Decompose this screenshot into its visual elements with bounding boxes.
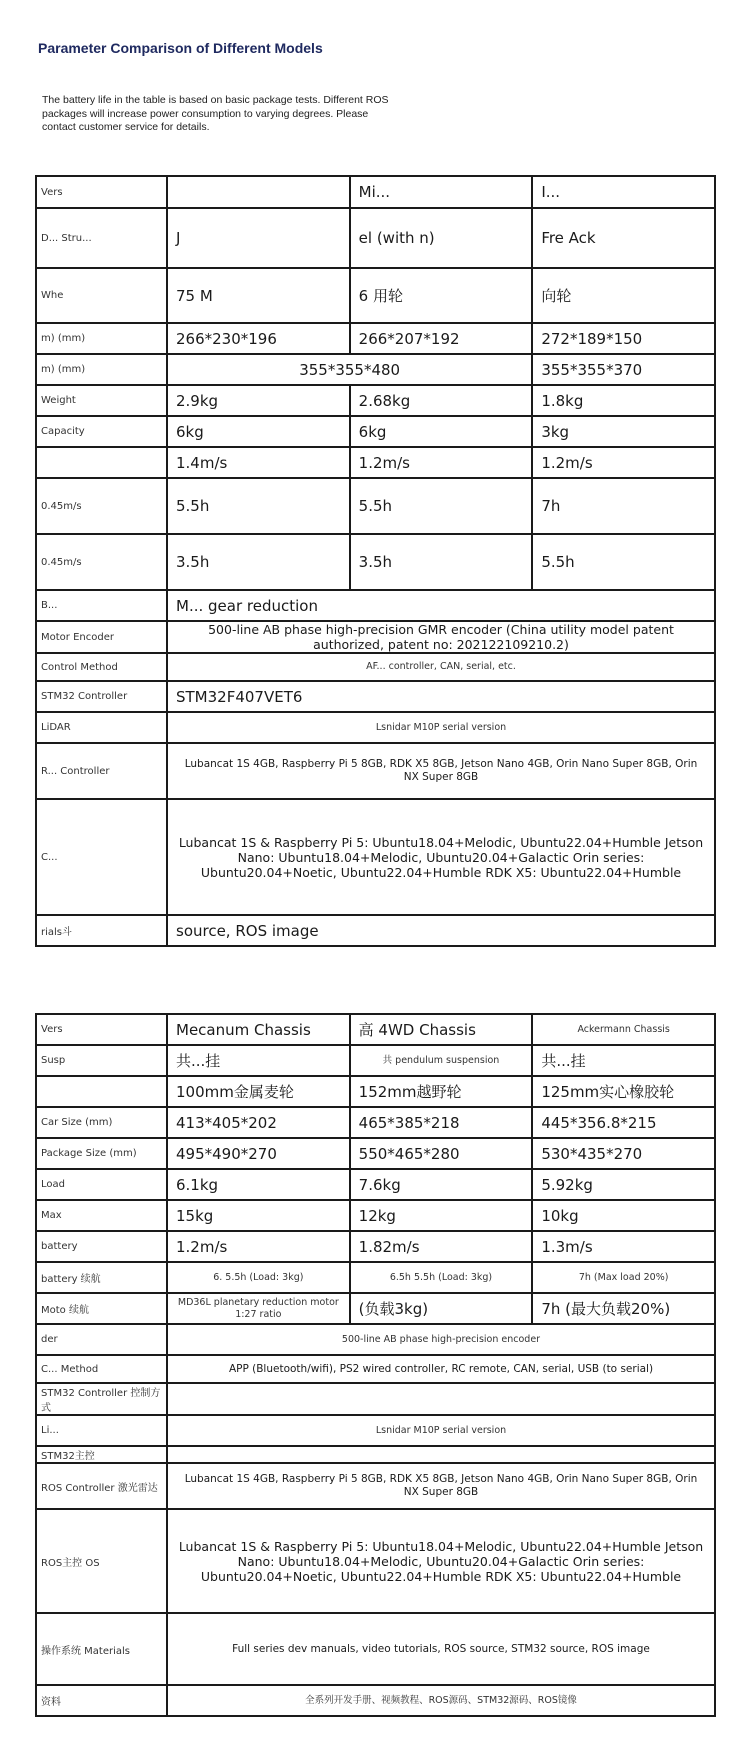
table-cell: 1.8kg xyxy=(532,385,715,416)
table-row xyxy=(36,1509,715,1613)
table-cell: 5.92kg xyxy=(532,1169,715,1200)
table-row xyxy=(36,1107,715,1138)
table-cell: 465*385*218 xyxy=(350,1107,533,1138)
row-label: Whe xyxy=(36,268,167,323)
table-cell: el (with n) xyxy=(350,208,533,268)
row-label: 操作系统 Materials xyxy=(36,1613,167,1685)
table-row xyxy=(36,1415,715,1446)
row-label: battery xyxy=(36,1231,167,1262)
table-row xyxy=(36,1262,715,1293)
row-label: rials斗 xyxy=(36,915,167,946)
table-row xyxy=(36,1324,715,1355)
row-label: C... xyxy=(36,799,167,915)
table-cell: 5.5h xyxy=(167,478,350,534)
table-cell: 1.2m/s xyxy=(350,447,533,478)
table-row xyxy=(36,590,715,621)
table-cell: 7h (最大负载20%) xyxy=(532,1293,715,1324)
table-cell: 3.5h xyxy=(350,534,533,590)
table-row xyxy=(36,478,715,534)
row-label: Car Size (mm) xyxy=(36,1107,167,1138)
table-row xyxy=(36,1355,715,1383)
table-cell: 共...挂 xyxy=(167,1045,350,1076)
table-cell: 272*189*150 xyxy=(532,323,715,354)
page-title: Parameter Comparison of Different Models xyxy=(38,40,323,56)
table-cell: 7h xyxy=(532,478,715,534)
table-cell: 6kg xyxy=(350,416,533,447)
row-label: STM32主控 xyxy=(36,1446,167,1463)
table-row xyxy=(36,653,715,681)
row-label: Weight xyxy=(36,385,167,416)
table-cell: 共 pendulum suspension xyxy=(350,1045,533,1076)
table-cell: 1.4m/s xyxy=(167,447,350,478)
table-cell: 495*490*270 xyxy=(167,1138,350,1169)
table-cell: Lsnidar M10P serial version xyxy=(167,712,715,743)
table-cell: 3kg xyxy=(532,416,715,447)
table-row xyxy=(36,1138,715,1169)
table-row xyxy=(36,743,715,799)
table-cell: 6.1kg xyxy=(167,1169,350,1200)
table-cell: Ackermann Chassis xyxy=(532,1014,715,1045)
table-cell: source, ROS image xyxy=(167,915,715,946)
table-cell: 266*230*196 xyxy=(167,323,350,354)
table-cell: Mi... xyxy=(350,176,533,208)
table-cell xyxy=(167,176,350,208)
row-label: 0.45m/s xyxy=(36,478,167,534)
row-label: 0.45m/s xyxy=(36,534,167,590)
table-row xyxy=(36,915,715,946)
table-row xyxy=(36,621,715,653)
table-cell: Lsnidar M10P serial version xyxy=(167,1415,715,1446)
row-label: STM32 Controller xyxy=(36,681,167,712)
comparison-table-2 xyxy=(35,1013,716,1717)
row-label: m) (mm) xyxy=(36,323,167,354)
table-cell: 6.5h 5.5h (Load: 3kg) xyxy=(350,1262,533,1293)
table-cell: Mecanum Chassis xyxy=(167,1014,350,1045)
table-cell: 5.5h xyxy=(532,534,715,590)
table-cell: 550*465*280 xyxy=(350,1138,533,1169)
table-cell: I... xyxy=(532,176,715,208)
row-label: m) (mm) xyxy=(36,354,167,385)
table-row xyxy=(36,1169,715,1200)
table-row xyxy=(36,1383,715,1415)
row-label: ROS Controller 激光雷达 xyxy=(36,1463,167,1509)
table-cell: 7.6kg xyxy=(350,1169,533,1200)
row-label: der xyxy=(36,1324,167,1355)
table-cell: 共...挂 xyxy=(532,1045,715,1076)
table-row xyxy=(36,447,715,478)
row-label: Moto 续航 xyxy=(36,1293,167,1324)
table-cell: 266*207*192 xyxy=(350,323,533,354)
table-cell: STM32F407VET6 xyxy=(167,681,715,712)
table-row xyxy=(36,1200,715,1231)
table-cell: Lubancat 1S & Raspberry Pi 5: Ubuntu18.04+Melodic, Ubuntu22.04+Humble Jetson Nano: Ubuntu18.04+Melodic, Ubuntu20.04+Galactic Orin series: Ubuntu20.04+Noetic, Ubuntu22.04+Humble RDK X5: Ubuntu22.04+Humble xyxy=(167,1509,715,1613)
table-row xyxy=(36,1076,715,1107)
table-row xyxy=(36,1045,715,1076)
table-cell: (负载3kg) xyxy=(350,1293,533,1324)
table-row xyxy=(36,416,715,447)
table-cell xyxy=(167,1446,715,1463)
table-cell: 2.68kg xyxy=(350,385,533,416)
table-cell: 12kg xyxy=(350,1200,533,1231)
table-cell: 75 M xyxy=(167,268,350,323)
row-label: ROS主控 OS xyxy=(36,1509,167,1613)
row-label xyxy=(36,447,167,478)
table-row xyxy=(36,385,715,416)
table-cell: 355*355*370 xyxy=(532,354,715,385)
table-cell: 10kg xyxy=(532,1200,715,1231)
row-label: 资料 xyxy=(36,1685,167,1716)
table-cell: J xyxy=(167,208,350,268)
table-row xyxy=(36,1446,715,1463)
table-row xyxy=(36,208,715,268)
table-cell: APP (Bluetooth/wifi), PS2 wired controller, RC remote, CAN, serial, USB (to serial) xyxy=(167,1355,715,1383)
row-label: Load xyxy=(36,1169,167,1200)
row-label: Li... xyxy=(36,1415,167,1446)
table-row xyxy=(36,1463,715,1509)
table-cell: AF... controller, CAN, serial, etc. xyxy=(167,653,715,681)
row-label: D... Stru... xyxy=(36,208,167,268)
table-cell: 7h (Max load 20%) xyxy=(532,1262,715,1293)
row-label: Vers xyxy=(36,1014,167,1045)
row-label: Capacity xyxy=(36,416,167,447)
table-row xyxy=(36,1685,715,1716)
table-cell: 6 用轮 xyxy=(350,268,533,323)
row-label: Package Size (mm) xyxy=(36,1138,167,1169)
table-cell: 15kg xyxy=(167,1200,350,1231)
table-cell: 500-line AB phase high-precision encoder xyxy=(167,1324,715,1355)
table-cell: Fre Ack xyxy=(532,208,715,268)
row-label xyxy=(36,1076,167,1107)
row-label: battery 续航 xyxy=(36,1262,167,1293)
table-cell: 152mm越野轮 xyxy=(350,1076,533,1107)
row-label: Max xyxy=(36,1200,167,1231)
table-cell: 3.5h xyxy=(167,534,350,590)
row-label: Susp xyxy=(36,1045,167,1076)
table-cell: 1.2m/s xyxy=(167,1231,350,1262)
row-label: STM32 Controller 控制方式 xyxy=(36,1383,167,1415)
table-cell: 1.2m/s xyxy=(532,447,715,478)
table-cell: 355*355*480 xyxy=(167,354,532,385)
table-cell: 6. 5.5h (Load: 3kg) xyxy=(167,1262,350,1293)
table-row xyxy=(36,1014,715,1045)
table-cell: Lubancat 1S & Raspberry Pi 5: Ubuntu18.04+Melodic, Ubuntu22.04+Humble Jetson Nano: Ubuntu18.04+Melodic, Ubuntu20.04+Galactic Orin series: Ubuntu20.04+Noetic, Ubuntu22.04+Humble RDK X5: Ubuntu22.04+Humble xyxy=(167,799,715,915)
table-cell: 1.82m/s xyxy=(350,1231,533,1262)
table-cell: 向轮 xyxy=(532,268,715,323)
table-cell: MD36L planetary reduction motor 1:27 ratio xyxy=(167,1293,350,1324)
table-cell: 高 4WD Chassis xyxy=(350,1014,533,1045)
row-label: Vers xyxy=(36,176,167,208)
table-row xyxy=(36,534,715,590)
table-row xyxy=(36,354,715,385)
table-row xyxy=(36,799,715,915)
table-cell: 2.9kg xyxy=(167,385,350,416)
table-cell: 413*405*202 xyxy=(167,1107,350,1138)
table-cell: Lubancat 1S 4GB, Raspberry Pi 5 8GB, RDK X5 8GB, Jetson Nano 4GB, Orin Nano Super 8GB, Orin NX Super 8GB xyxy=(167,1463,715,1509)
table-cell: 6kg xyxy=(167,416,350,447)
table-row xyxy=(36,323,715,354)
table-cell: Lubancat 1S 4GB, Raspberry Pi 5 8GB, RDK X5 8GB, Jetson Nano 4GB, Orin Nano Super 8GB, Orin NX Super 8GB xyxy=(167,743,715,799)
table-row xyxy=(36,1613,715,1685)
table-cell xyxy=(167,1383,715,1415)
comparison-table-1 xyxy=(35,175,716,947)
row-label: Motor Encoder xyxy=(36,621,167,653)
table-row xyxy=(36,176,715,208)
table-cell: 5.5h xyxy=(350,478,533,534)
row-label: LiDAR xyxy=(36,712,167,743)
table-row xyxy=(36,1231,715,1262)
table-cell: Full series dev manuals, video tutorials, ROS source, STM32 source, ROS image xyxy=(167,1613,715,1685)
table-row xyxy=(36,681,715,712)
table-cell: 500-line AB phase high-precision GMR encoder (China utility model patent authorized, patent no: 202122109210.2) xyxy=(167,621,715,653)
battery-note: The battery life in the table is based on basic package tests. Different ROS packages will increase power consumption to varying degrees. Please contact customer service for details. xyxy=(42,94,389,133)
table-cell: 125mm实心橡胶轮 xyxy=(532,1076,715,1107)
table-cell: 全系列开发手册、视频教程、ROS源码、STM32源码、ROS镜像 xyxy=(167,1685,715,1716)
row-label: Control Method xyxy=(36,653,167,681)
table-row xyxy=(36,1293,715,1324)
row-label: R... Controller xyxy=(36,743,167,799)
table-row xyxy=(36,712,715,743)
row-label: B... xyxy=(36,590,167,621)
table-cell: M... gear reduction xyxy=(167,590,715,621)
table-cell: 1.3m/s xyxy=(532,1231,715,1262)
table-cell: 530*435*270 xyxy=(532,1138,715,1169)
table-cell: 100mm金属麦轮 xyxy=(167,1076,350,1107)
row-label: C... Method xyxy=(36,1355,167,1383)
table-row xyxy=(36,268,715,323)
table-cell: 445*356.8*215 xyxy=(532,1107,715,1138)
